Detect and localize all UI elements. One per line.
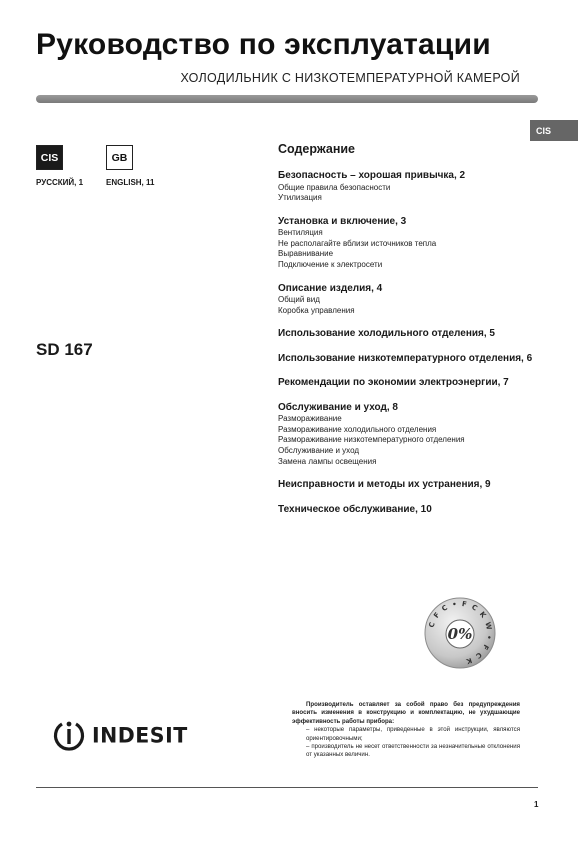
toc-subitem: Размораживание низкотемпературного отделения <box>278 435 465 445</box>
toc-section-title: Безопасность – хорошая привычка, 2 <box>278 170 466 181</box>
disclaimer <box>292 701 520 760</box>
page-subtitle: ХОЛОДИЛЬНИК С НИЗКОТЕМПЕРАТУРНОЙ КАМЕРОЙ <box>180 71 520 85</box>
toc-section <box>278 283 548 317</box>
toc-subitem: Обслуживание и уход <box>278 446 360 456</box>
badge-ring-text: C F C • F C K W • F C K <box>427 599 494 666</box>
cfc-free-badge-icon <box>424 597 496 669</box>
toc-subitem: Замена лампы освещения <box>278 456 377 466</box>
toc-sections <box>278 170 548 516</box>
toc-section <box>278 402 548 467</box>
toc-subitem: Подключение к электросети <box>278 259 383 269</box>
disclaimer-lead: Производитель оставляет за собой право без предупреждения вносить изменения в конструкцию и комплектацию, не ухудшающие эффективность работы прибора: <box>292 701 520 725</box>
toc-subitem: Общий вид <box>278 295 320 305</box>
model-number: SD 167 <box>36 340 93 359</box>
toc-subitem: Общие правила безопасности <box>278 182 391 192</box>
toc-subitem: Размораживание <box>278 414 342 424</box>
badge-center-text: 0% <box>447 625 473 643</box>
language-code-gb: GB <box>106 145 133 170</box>
toc-section <box>278 170 548 204</box>
toc-section <box>278 216 548 271</box>
indesit-logo <box>52 717 188 753</box>
toc-heading: Содержание <box>278 142 356 156</box>
language-label-ru: РУССКИЙ, 1 <box>36 178 84 187</box>
toc-section-title: Рекомендации по экономии электроэнергии, 7 <box>278 377 509 389</box>
toc-section-title: Описание изделия, 4 <box>278 282 383 294</box>
toc-subitem: Размораживание холодильного отделения <box>278 424 437 434</box>
toc-section-title: Обслуживание и уход, 8 <box>278 401 398 413</box>
toc-subitem: Коробка управления <box>278 305 355 315</box>
toc-subitem: Не располагайте вблизи источников тепла <box>278 238 437 248</box>
toc-section <box>278 504 548 517</box>
toc-section-title: Использование низкотемпературного отделения, 6 <box>278 352 533 364</box>
toc-subitem: Утилизация <box>278 193 322 203</box>
toc-section <box>278 328 548 341</box>
toc-section <box>278 479 548 492</box>
toc-section <box>278 353 548 366</box>
toc-section <box>278 377 548 390</box>
language-code-cis: CIS <box>36 145 63 170</box>
toc-section-title: Установка и включение, 3 <box>278 215 407 227</box>
disclaimer-item: – производитель не несет ответственности за незначительные отклонения от указанных величин. <box>306 743 520 759</box>
indesit-logo-icon <box>52 718 86 752</box>
toc-subitem: Выравнивание <box>278 249 334 259</box>
header-divider <box>36 95 538 103</box>
language-tab: CIS <box>530 120 578 141</box>
language-label-en: ENGLISH, 11 <box>106 178 155 187</box>
indesit-logo-word: INDESIT <box>92 722 188 748</box>
toc-section-title: Использование холодильного отделения, 5 <box>278 328 495 340</box>
toc-section-title: Техническое обслуживание, 10 <box>278 503 432 515</box>
disclaimer-item: – некоторые параметры, приведенные в этой инструкции, являются ориентировочными; <box>306 726 520 742</box>
toc-subitem: Вентиляция <box>278 228 323 238</box>
toc-section-title: Неисправности и методы их устранения, 9 <box>278 479 491 491</box>
table-of-contents <box>278 142 548 528</box>
page-number: 1 <box>534 800 539 809</box>
page-title: Руководство по эксплуатации <box>36 28 491 61</box>
footer-divider <box>36 787 538 788</box>
